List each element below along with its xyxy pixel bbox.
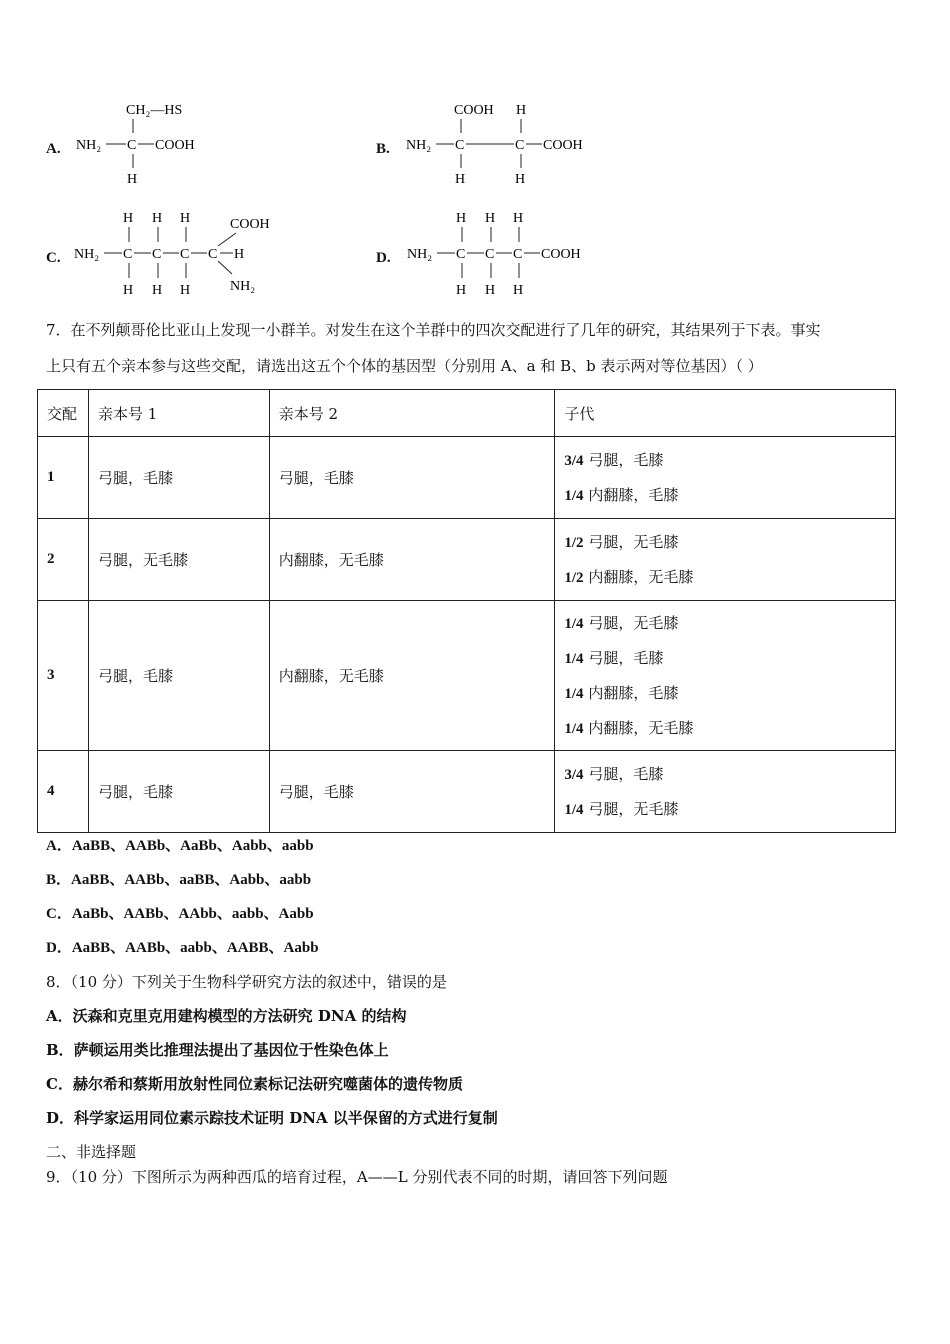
struct-d-top-h bbox=[456, 211, 523, 226]
option-b-label: B. bbox=[376, 141, 390, 157]
section-heading: 二、非选择题 bbox=[46, 1143, 137, 1161]
struct-c-side-right: H bbox=[234, 247, 245, 262]
struct-c-side-bottom: NH₂ bbox=[230, 279, 256, 294]
svg-text:H: H bbox=[513, 283, 524, 298]
option-a-label: A. bbox=[46, 141, 61, 157]
svg-text:H: H bbox=[456, 211, 467, 226]
svg-text:C: C bbox=[485, 247, 495, 262]
offspring: 1/4 弓腿，无毛膝 1/4 弓腿，毛膝 1/4 内翻膝，毛膝 1/4 内翻膝，无毛膝 bbox=[555, 601, 896, 751]
svg-text:H: H bbox=[123, 283, 134, 298]
structure-c bbox=[70, 204, 290, 300]
parent2: 内翻膝，无毛膝 bbox=[269, 601, 555, 751]
struct-d-right: COOH bbox=[541, 247, 581, 262]
header-cell: 交配 bbox=[38, 390, 89, 437]
q7-stem-line1: 7．在不列颠哥伦比亚山上发现一小群羊。对发生在这个羊群中的四次交配进行了几年的研究，其结果列于下表。事实 bbox=[46, 321, 821, 339]
svg-text:C: C bbox=[127, 138, 137, 153]
offspring: 3/4 弓腿，毛膝 1/4 内翻膝，毛膝 bbox=[555, 437, 896, 519]
svg-text:C: C bbox=[513, 247, 523, 262]
struct-c-top-h bbox=[123, 211, 190, 226]
svg-text:H: H bbox=[152, 283, 163, 298]
option-c-label: C. bbox=[46, 250, 61, 266]
q7-option-d[interactable]: D．AaBB、AABb、aabb、AABB、Aabb bbox=[46, 940, 319, 956]
q8-option-c[interactable]: C．赫尔希和蔡斯用放射性同位素标记法研究噬菌体的遗传物质 bbox=[46, 1075, 463, 1093]
svg-text:H: H bbox=[180, 283, 191, 298]
header-cell: 子代 bbox=[555, 390, 896, 437]
parent2: 弓腿，毛膝 bbox=[269, 437, 555, 519]
svg-text:C: C bbox=[456, 247, 466, 262]
table-row bbox=[38, 437, 896, 519]
struct-d-left: NH₂ bbox=[407, 247, 433, 262]
struct-b-left: NH₂ bbox=[406, 138, 432, 153]
svg-text:H: H bbox=[513, 211, 524, 226]
svg-text:C: C bbox=[180, 247, 190, 262]
struct-b-top2: H bbox=[516, 103, 527, 118]
structure-d bbox=[402, 204, 612, 300]
struct-b-top: COOH bbox=[454, 103, 494, 118]
option-d-label: D. bbox=[376, 250, 391, 266]
struct-a-left: NH₂ bbox=[76, 138, 102, 153]
struct-a-top: CH₂—HS bbox=[126, 103, 183, 118]
struct-b-bottom2: H bbox=[515, 172, 526, 187]
struct-c-bottom-h bbox=[123, 283, 190, 298]
struct-c-side-top: COOH bbox=[230, 217, 270, 232]
q9-stem: 9．（10 分）下图所示为两种西瓜的培育过程，A——L 分别代表不同的时期，请回答下列问题 bbox=[46, 1168, 668, 1186]
svg-text:C: C bbox=[152, 247, 162, 262]
svg-text:H: H bbox=[123, 211, 134, 226]
table-header-row bbox=[38, 390, 896, 437]
q7-option-b[interactable]: B．AaBB、AABb、aaBB、Aabb、aabb bbox=[46, 872, 312, 888]
header-cell: 亲本号 2 bbox=[269, 390, 555, 437]
svg-text:H: H bbox=[485, 283, 496, 298]
svg-text:H: H bbox=[180, 211, 191, 226]
svg-text:H: H bbox=[152, 211, 163, 226]
parent1: 弓腿，无毛膝 bbox=[88, 519, 269, 601]
svg-text:C: C bbox=[123, 247, 133, 262]
parent2: 内翻膝，无毛膝 bbox=[269, 519, 555, 601]
cross-id: 1 bbox=[38, 437, 89, 519]
table-row bbox=[38, 601, 896, 751]
svg-text:C: C bbox=[208, 247, 218, 262]
svg-text:C: C bbox=[515, 138, 525, 153]
q8-option-b[interactable]: B．萨顿运用类比推理法提出了基因位于性染色体上 bbox=[46, 1041, 389, 1059]
offspring: 3/4 弓腿，毛膝 1/4 弓腿，无毛膝 bbox=[555, 751, 896, 833]
q7-option-c[interactable]: C．AaBb、AABb、AAbb、aabb、Aabb bbox=[46, 906, 314, 922]
structure-a bbox=[70, 96, 220, 188]
svg-text:H: H bbox=[485, 211, 496, 226]
q7-stem-line2: 上只有五个亲本参与这些交配，请选出这五个个体的基因型（分别用 A、a 和 B、b 表示两对等位基因）（ ） bbox=[46, 357, 763, 375]
struct-a-right: COOH bbox=[155, 138, 195, 153]
svg-text:C: C bbox=[455, 138, 465, 153]
offspring: 1/2 弓腿，无毛膝 1/2 内翻膝，无毛膝 bbox=[555, 519, 896, 601]
q8-option-d[interactable]: D．科学家运用同位素示踪技术证明 DNA 以半保留的方式进行复制 bbox=[46, 1109, 498, 1127]
q8-option-a[interactable]: A．沃森和克里克用建构模型的方法研究 DNA 的结构 bbox=[46, 1007, 407, 1025]
header-cell: 亲本号 1 bbox=[88, 390, 269, 437]
cross-id: 2 bbox=[38, 519, 89, 601]
cross-id: 4 bbox=[38, 751, 89, 833]
parent2: 弓腿，毛膝 bbox=[269, 751, 555, 833]
structure-b bbox=[402, 96, 602, 188]
svg-text:H: H bbox=[456, 283, 467, 298]
q8-stem: 8．（10 分）下列关于生物科学研究方法的叙述中，错误的是 bbox=[46, 973, 447, 991]
parent1: 弓腿，毛膝 bbox=[88, 751, 269, 833]
struct-b-right: COOH bbox=[543, 138, 583, 153]
mating-table bbox=[37, 389, 896, 833]
parent1: 弓腿，毛膝 bbox=[88, 601, 269, 751]
struct-a-bottom: H bbox=[127, 172, 138, 187]
table-row bbox=[38, 751, 896, 833]
parent1: 弓腿，毛膝 bbox=[88, 437, 269, 519]
struct-b-bottom: H bbox=[455, 172, 466, 187]
struct-c-left: NH₂ bbox=[74, 247, 100, 262]
q7-option-a[interactable]: A．AaBB、AABb、AaBb、Aabb、aabb bbox=[46, 838, 314, 854]
table-row bbox=[38, 519, 896, 601]
struct-d-bottom-h bbox=[456, 283, 523, 298]
cross-id: 3 bbox=[38, 601, 89, 751]
